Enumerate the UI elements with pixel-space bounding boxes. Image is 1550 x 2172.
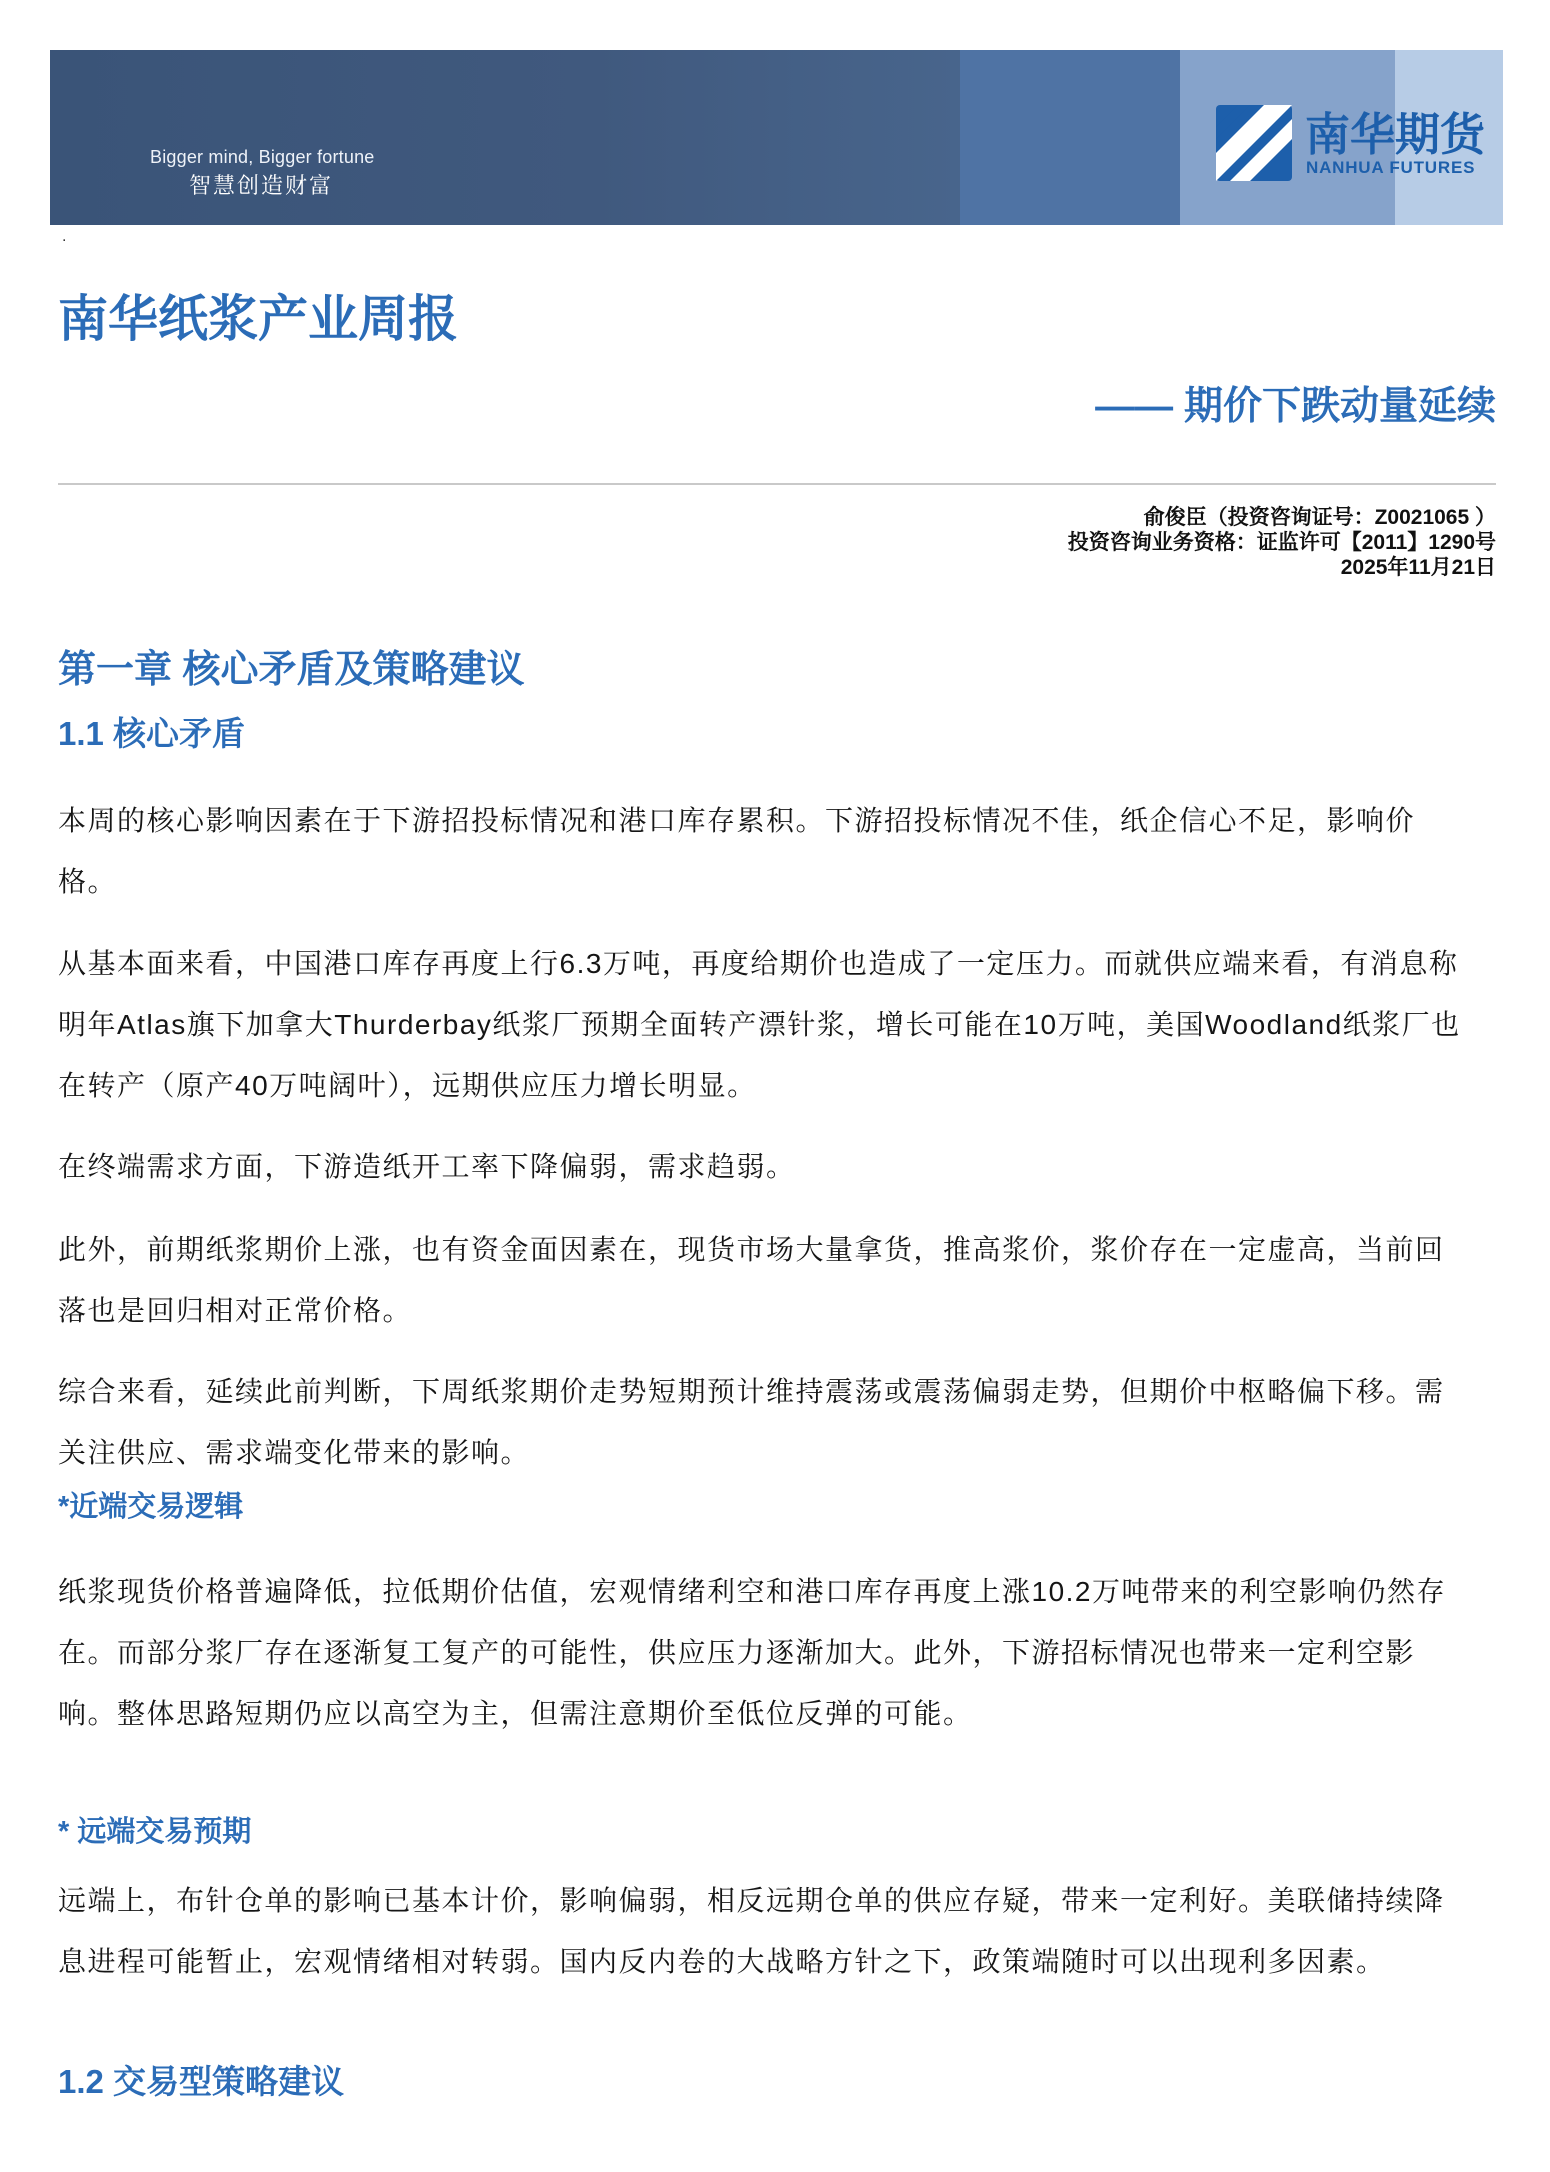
section-title-trading-strategy: 1.2 交易型策略建议 [58, 2063, 345, 2100]
author-qualification: 投资咨询业务资格：证监许可【2011】1290号 [1067, 531, 1496, 554]
paragraph [58, 1136, 1496, 1197]
report-subtitle: —— 期价下跌动量延续 [1095, 385, 1496, 428]
paragraph-line: 远端上，布针仓单的影响已基本计价，影响偏弱，相反远期仓单的供应存疑，带来一定利好。美联储持续降 [58, 1885, 1445, 1916]
paragraph-line: 从基本面来看，中国港口库存再度上行6.3万吨，再度给期价也造成了一定压力。而就供应端来看，有消息称 [58, 948, 1459, 979]
tagline-english: Bigger mind, Bigger fortune [150, 147, 375, 167]
report-title: 南华纸浆产业周报 [58, 291, 458, 347]
logo-text-chinese: 南华期货 [1305, 109, 1486, 160]
title-divider [58, 483, 1496, 485]
author-info [1068, 505, 1496, 580]
nanhua-logo-icon [1216, 105, 1292, 181]
logo-text-english: NANHUA FUTURES [1306, 158, 1476, 177]
subheading-far-term-expectation: * 远端交易预期 [58, 1816, 252, 1848]
paragraph-line: 综合来看，延续此前判断，下周纸浆期价走势短期预计维持震荡或震荡偏弱走势，但期价中枢略偏下移。需 [58, 1376, 1445, 1407]
paragraph-line: 纸浆现货价格普遍降低，拉低期价估值，宏观情绪利空和港口库存再度上涨10.2万吨带来的利空影响仍然存 [58, 1576, 1447, 1607]
paragraph [58, 790, 1496, 912]
paragraph [58, 1219, 1496, 1341]
paragraph-line: 此外，前期纸浆期价上涨，也有资金面因素在，现货市场大量拿货，推高浆价，浆价存在一定虚高，当前回 [58, 1234, 1445, 1265]
report-date: 2025年11月21日 [1340, 556, 1496, 579]
banner-mid-panel [960, 50, 1180, 225]
paragraph-line: 在。而部分浆厂存在逐渐复工复产的可能性，供应压力逐渐加大。此外，下游招标情况也带来一定利空影 [58, 1637, 1416, 1668]
paragraph-line: 在终端需求方面，下游造纸开工率下降偏弱，需求趋弱。 [58, 1151, 796, 1182]
paragraph-line: 落也是回归相对正常价格。 [58, 1295, 413, 1326]
paragraph-line: 响。整体思路短期仍应以高空为主，但需注意期价至低位反弹的可能。 [58, 1698, 973, 1729]
paragraph [58, 1361, 1496, 1483]
paragraph [58, 933, 1496, 1116]
paragraph [58, 1870, 1496, 1992]
paragraph-line: 在转产（原产40万吨阔叶），远期供应压力增长明显。 [58, 1070, 757, 1101]
banner-dark-panel [50, 50, 960, 225]
header-banner [50, 50, 1503, 225]
paragraph-line: 息进程可能暂止，宏观情绪相对转弱。国内反内卷的大战略方针之下，政策端随时可以出现利多因素。 [58, 1946, 1386, 1977]
paragraph-line: 格。 [58, 866, 118, 897]
paragraph [58, 1561, 1496, 1744]
author-name: 俞俊臣（投资咨询证号：Z0021065 ） [1143, 506, 1496, 529]
tagline-chinese: 智慧创造财富 [189, 173, 334, 198]
paragraph-line: 本周的核心影响因素在于下游招投标情况和港口库存累积。下游招投标情况不佳，纸企信心不足，影响价 [58, 805, 1416, 836]
chapter-title: 第一章 核心矛盾及策略建议 [58, 649, 525, 691]
paragraph-line: 明年Atlas旗下加拿大Thurderbay纸浆厂预期全面转产漂针浆，增长可能在10万吨，美国Woodland纸浆厂也 [58, 1009, 1461, 1040]
paragraph-line: 关注供应、需求端变化带来的影响。 [58, 1437, 531, 1468]
subheading-near-term-logic: *近端交易逻辑 [58, 1491, 244, 1523]
stray-dot: . [62, 228, 67, 245]
section-title-core-conflict: 1.1 核心矛盾 [58, 715, 246, 752]
